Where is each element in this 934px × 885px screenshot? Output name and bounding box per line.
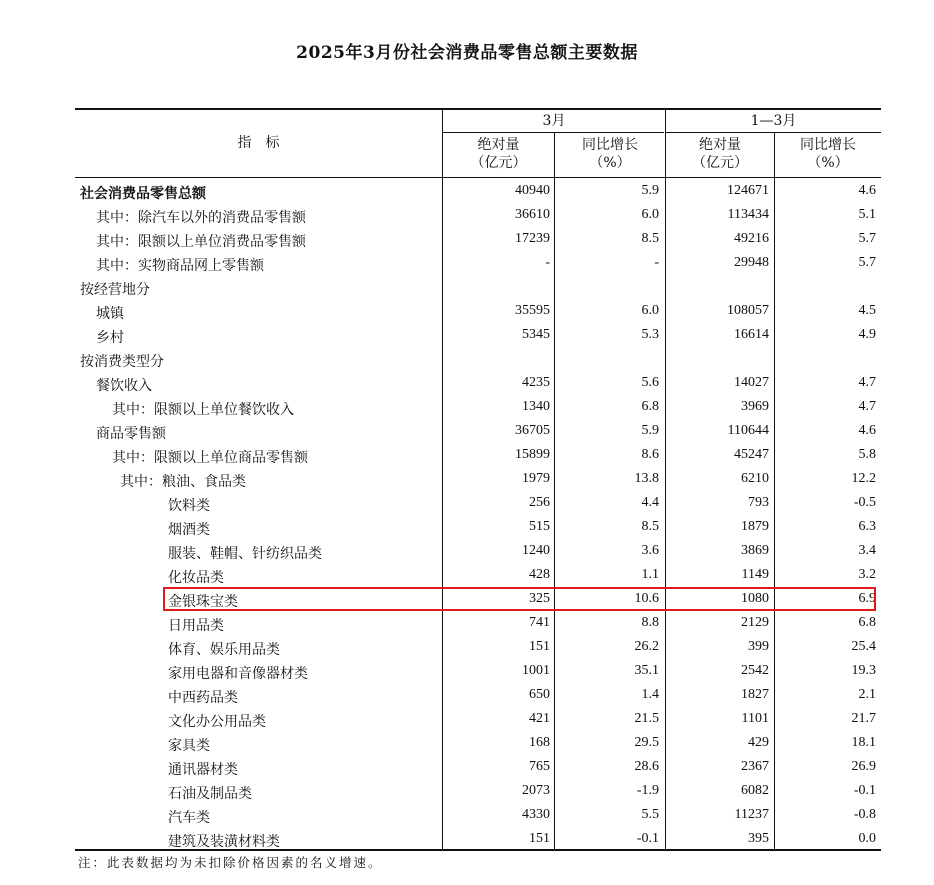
row-label: 家具类: [168, 738, 210, 754]
cell-mar-abs: 40940: [515, 183, 550, 198]
cell-q1-yoy: 25.4: [851, 639, 876, 654]
table-row: [75, 492, 881, 516]
row-label: 餐饮收入: [96, 378, 152, 394]
cell-mar-abs: 4330: [522, 807, 550, 822]
table-row: [75, 612, 881, 636]
cell-q1-abs: 113434: [727, 207, 769, 222]
cell-q1-abs: 108057: [727, 303, 769, 318]
table-row: [75, 468, 881, 492]
row-label: 按消费类型分: [80, 354, 164, 370]
cell-mar-abs: 325: [529, 591, 550, 606]
cell-q1-abs: 395: [748, 831, 769, 846]
cell-mar-yoy: -1.9: [636, 783, 659, 798]
cell-q1-abs: 29948: [734, 255, 769, 270]
top-rule: [75, 108, 881, 110]
cell-q1-abs: 124671: [727, 183, 769, 198]
cell-mar-yoy: 5.9: [641, 423, 659, 438]
table-row: [75, 540, 881, 564]
table-row: [75, 828, 881, 852]
cell-mar-yoy: -0.1: [636, 831, 659, 846]
cell-mar-abs: 1979: [522, 471, 550, 486]
row-label: 文化办公用品类: [168, 714, 266, 730]
table-row: [75, 396, 881, 420]
table-row: [75, 780, 881, 804]
cell-q1-yoy: 0.0: [858, 831, 876, 846]
cell-q1-abs: 16614: [734, 327, 769, 342]
cell-mar-yoy: 5.3: [641, 327, 659, 342]
header-bottom-rule: [75, 177, 881, 178]
cell-q1-abs: 2129: [741, 615, 769, 630]
cell-mar-abs: 650: [529, 687, 550, 702]
cell-mar-yoy: 3.6: [641, 543, 659, 558]
cell-q1-yoy: 6.9: [858, 591, 876, 606]
row-label: 烟酒类: [168, 522, 210, 538]
cell-mar-abs: 2073: [522, 783, 550, 798]
cell-q1-abs: 1080: [741, 591, 769, 606]
table-row: [75, 804, 881, 828]
header-q1-abs: 绝对量 （亿元）: [692, 137, 748, 171]
cell-mar-yoy: 6.0: [641, 303, 659, 318]
cell-mar-abs: 17239: [515, 231, 550, 246]
cell-q1-abs: 2367: [741, 759, 769, 774]
table-row: [75, 324, 881, 348]
cell-q1-yoy: 26.9: [851, 759, 876, 774]
cell-mar-abs: -: [545, 255, 550, 270]
highlight-box: [163, 587, 876, 611]
cell-q1-abs: 49216: [734, 231, 769, 246]
cell-q1-yoy: -0.1: [853, 783, 876, 798]
row-label: 建筑及装潢材料类: [168, 834, 280, 850]
cell-mar-yoy: 5.9: [641, 183, 659, 198]
cell-q1-yoy: 5.8: [858, 447, 876, 462]
row-label: 其中：限额以上单位消费品零售额: [96, 234, 306, 250]
cell-mar-yoy: 28.6: [634, 759, 659, 774]
cell-mar-yoy: 8.6: [641, 447, 659, 462]
row-label: 金银珠宝类: [168, 594, 238, 610]
cell-q1-yoy: 4.7: [858, 399, 876, 414]
table-row: [75, 276, 881, 300]
cell-q1-abs: 1879: [741, 519, 769, 534]
cell-q1-abs: 14027: [734, 375, 769, 390]
table-row: [75, 564, 881, 588]
header-indicator: 指 标: [237, 135, 280, 151]
row-label: 汽车类: [168, 810, 210, 826]
table-row: [75, 348, 881, 372]
cell-mar-abs: 151: [529, 639, 550, 654]
cell-q1-abs: 110644: [727, 423, 769, 438]
cell-q1-yoy: 18.1: [851, 735, 876, 750]
table-row: [75, 420, 881, 444]
cell-q1-abs: 1149: [741, 567, 769, 582]
table-row: [75, 228, 881, 252]
cell-q1-yoy: 5.7: [858, 255, 876, 270]
cell-mar-abs: 1001: [522, 663, 550, 678]
table-row: [75, 636, 881, 660]
cell-q1-abs: 45247: [734, 447, 769, 462]
table-row: [75, 252, 881, 276]
cell-mar-yoy: 1.4: [641, 687, 659, 702]
header-q1-yoy: 同比增长 （%）: [800, 137, 856, 171]
cell-mar-abs: 15899: [515, 447, 550, 462]
table-row: [75, 444, 881, 468]
table-row: [75, 708, 881, 732]
row-label: 其中：实物商品网上零售额: [96, 258, 264, 274]
cell-mar-abs: 741: [529, 615, 550, 630]
cell-mar-yoy: 5.6: [641, 375, 659, 390]
cell-q1-abs: 1827: [741, 687, 769, 702]
table-row: [75, 204, 881, 228]
cell-mar-yoy: 29.5: [634, 735, 659, 750]
row-label: 体育、娱乐用品类: [168, 642, 280, 658]
cell-mar-yoy: 21.5: [634, 711, 659, 726]
row-label: 石油及制品类: [168, 786, 252, 802]
cell-mar-abs: 168: [529, 735, 550, 750]
header-march-abs: 绝对量 （亿元）: [470, 137, 527, 171]
row-label: 其中：限额以上单位商品零售额: [112, 450, 308, 466]
cell-q1-yoy: 4.7: [858, 375, 876, 390]
header-march-yoy: 同比增长 （%）: [582, 137, 638, 171]
table-row: [75, 300, 881, 324]
cell-mar-abs: 35595: [515, 303, 550, 318]
cell-mar-yoy: 4.4: [641, 495, 659, 510]
cell-mar-yoy: 6.0: [641, 207, 659, 222]
cell-mar-abs: 36705: [515, 423, 550, 438]
cell-q1-yoy: 21.7: [851, 711, 876, 726]
cell-q1-yoy: 12.2: [851, 471, 876, 486]
cell-mar-abs: 36610: [515, 207, 550, 222]
row-label: 城镇: [96, 306, 124, 322]
table-row: [75, 516, 881, 540]
cell-mar-abs: 1340: [522, 399, 550, 414]
cell-q1-abs: 3869: [741, 543, 769, 558]
header-group-march: 3月: [542, 113, 566, 129]
cell-q1-abs: 11237: [734, 807, 769, 822]
cell-mar-abs: 515: [529, 519, 550, 534]
row-label: 商品零售额: [96, 426, 166, 442]
cell-q1-yoy: 4.5: [858, 303, 876, 318]
cell-mar-yoy: 6.8: [641, 399, 659, 414]
row-label: 其中：粮油、食品类: [120, 474, 246, 490]
table-row: [75, 372, 881, 396]
cell-mar-abs: 421: [529, 711, 550, 726]
cell-mar-yoy: 10.6: [634, 591, 659, 606]
cell-q1-yoy: -0.5: [853, 495, 876, 510]
cell-mar-abs: 765: [529, 759, 550, 774]
row-label: 日用品类: [168, 618, 224, 634]
cell-q1-yoy: 4.9: [858, 327, 876, 342]
cell-q1-abs: 399: [748, 639, 769, 654]
cell-q1-yoy: -0.8: [853, 807, 876, 822]
cell-mar-yoy: 5.5: [641, 807, 659, 822]
cell-q1-yoy: 4.6: [858, 423, 876, 438]
cell-mar-yoy: 35.1: [634, 663, 659, 678]
cell-mar-abs: 256: [529, 495, 550, 510]
cell-mar-yoy: -: [654, 255, 659, 270]
cell-mar-abs: 428: [529, 567, 550, 582]
cell-q1-abs: 6210: [741, 471, 769, 486]
table-row: [75, 180, 881, 204]
cell-mar-yoy: 8.5: [641, 231, 659, 246]
row-label: 乡村: [96, 330, 124, 346]
table-row: [75, 684, 881, 708]
page-title: 2025年3月份社会消费品零售总额主要数据: [296, 43, 638, 63]
header-group-q1: 1—3月: [750, 113, 797, 129]
table-row: [75, 660, 881, 684]
cell-q1-yoy: 2.1: [858, 687, 876, 702]
row-label: 社会消费品零售总额: [80, 186, 206, 202]
cell-q1-abs: 1101: [741, 711, 769, 726]
table-row: [75, 756, 881, 780]
row-label: 服装、鞋帽、针纺织品类: [168, 546, 322, 562]
cell-q1-abs: 3969: [741, 399, 769, 414]
cell-mar-abs: 1240: [522, 543, 550, 558]
cell-q1-abs: 6082: [741, 783, 769, 798]
cell-q1-yoy: 19.3: [851, 663, 876, 678]
cell-q1-yoy: 5.7: [858, 231, 876, 246]
row-label: 饮料类: [168, 498, 210, 514]
cell-q1-yoy: 6.3: [858, 519, 876, 534]
cell-mar-yoy: 1.1: [641, 567, 659, 582]
cell-q1-yoy: 3.4: [858, 543, 876, 558]
cell-mar-yoy: 8.8: [641, 615, 659, 630]
cell-mar-yoy: 26.2: [634, 639, 659, 654]
cell-mar-abs: 5345: [522, 327, 550, 342]
cell-q1-yoy: 6.8: [858, 615, 876, 630]
table-row: [75, 732, 881, 756]
cell-q1-abs: 429: [748, 735, 769, 750]
row-label: 化妆品类: [168, 570, 224, 586]
cell-mar-yoy: 8.5: [641, 519, 659, 534]
footnote: 注：此表数据均为未扣除价格因素的名义增速。: [78, 855, 383, 870]
cell-q1-abs: 793: [748, 495, 769, 510]
row-label: 其中：除汽车以外的消费品零售额: [96, 210, 306, 226]
row-label: 家用电器和音像器材类: [168, 666, 308, 682]
cell-mar-abs: 4235: [522, 375, 550, 390]
row-label: 通讯器材类: [168, 762, 238, 778]
cell-q1-abs: 2542: [741, 663, 769, 678]
row-label: 中西药品类: [168, 690, 238, 706]
row-label: 其中：限额以上单位餐饮收入: [112, 402, 294, 418]
cell-q1-yoy: 5.1: [858, 207, 876, 222]
row-label: 按经营地分: [80, 282, 150, 298]
cell-mar-abs: 151: [529, 831, 550, 846]
cell-q1-yoy: 4.6: [858, 183, 876, 198]
cell-q1-yoy: 3.2: [858, 567, 876, 582]
cell-mar-yoy: 13.8: [634, 471, 659, 486]
